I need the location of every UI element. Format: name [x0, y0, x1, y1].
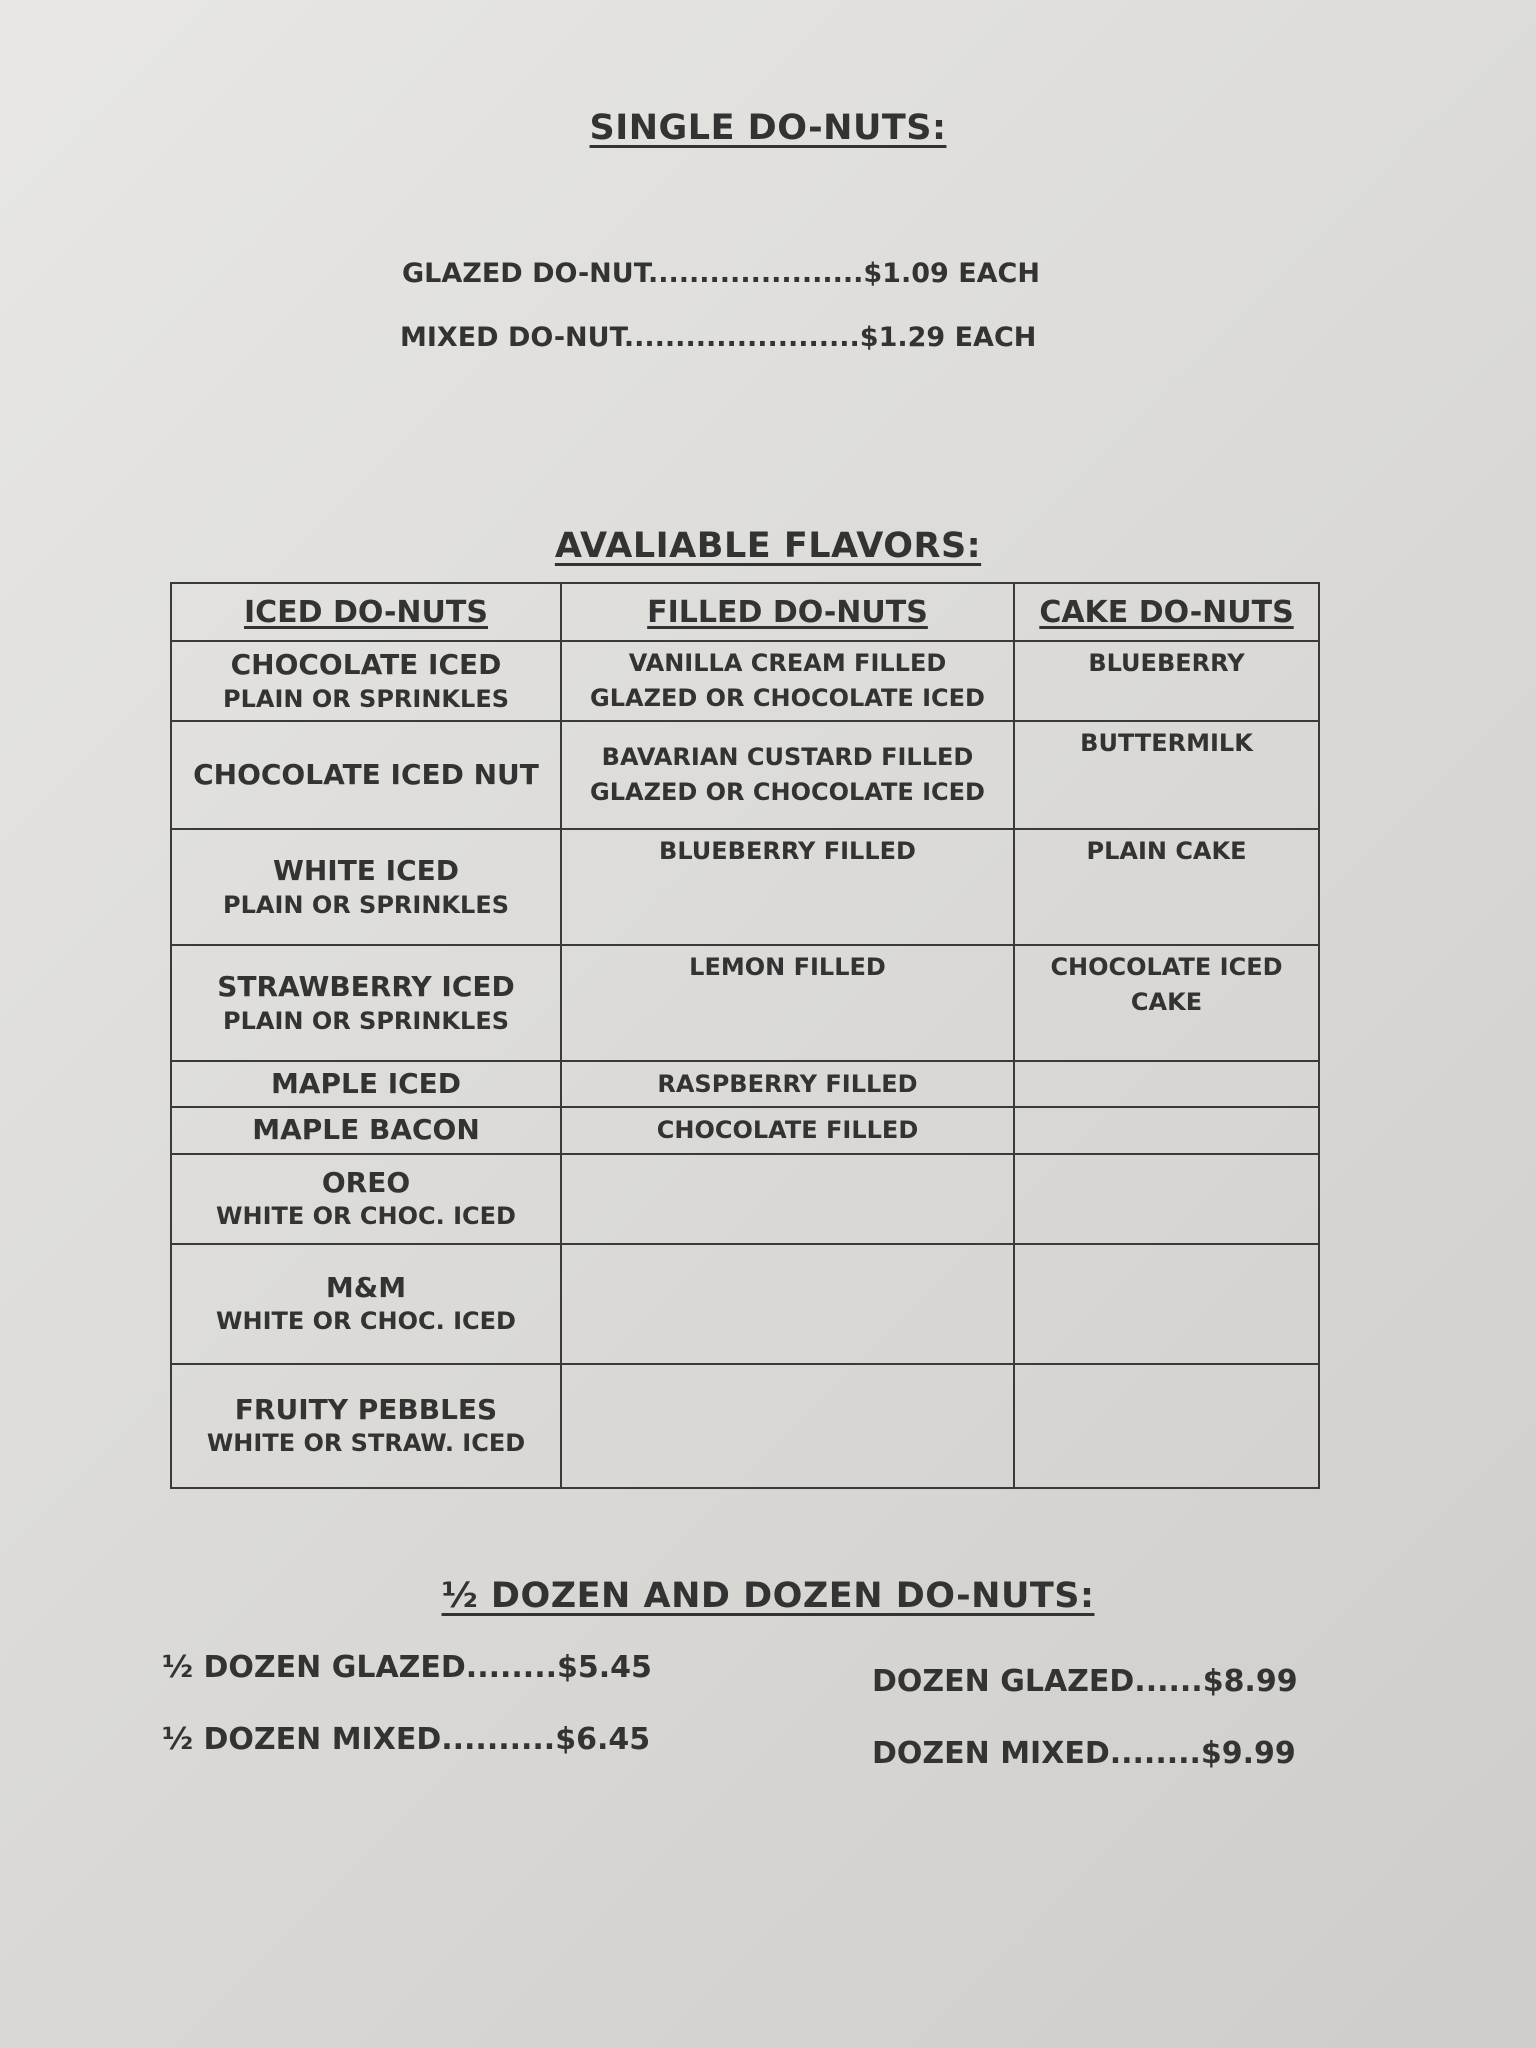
table-row: [171, 1154, 1319, 1244]
iced-flavor-cell: [171, 945, 561, 1061]
dozen-glazed-price: DOZEN GLAZED......$8.99: [872, 1664, 1298, 1699]
dozen-donuts-heading: ½ DOZEN AND DOZEN DO-NUTS:: [441, 1576, 1095, 1616]
filled-flavor-cell: [561, 721, 1014, 829]
filled-flavor-cell: [561, 1061, 1014, 1107]
iced-flavor-cell: [171, 1107, 561, 1153]
filled-column-header: FILLED DO-NUTS: [561, 583, 1014, 641]
cake-flavor-cell: [1014, 1364, 1319, 1488]
iced-flavor-name: OREO: [321, 1165, 411, 1199]
iced-flavor-name: FRUITY PEBBLES: [234, 1392, 498, 1426]
cake-flavor-line: BLUEBERRY: [1088, 649, 1245, 677]
half-dozen-glazed-price: ½ DOZEN GLAZED........$5.45: [162, 1650, 652, 1685]
filled-flavor-line: CHOCOLATE FILLED: [656, 1116, 919, 1145]
dozen-mixed-price: DOZEN MIXED........$9.99: [872, 1736, 1296, 1771]
filled-flavor-line: LEMON FILLED: [689, 953, 886, 981]
iced-flavor-name: WHITE ICED: [272, 854, 460, 888]
iced-flavor-name: CHOCOLATE ICED NUT: [193, 757, 539, 791]
filled-flavor-cell: [561, 829, 1014, 945]
table-row: [171, 1107, 1319, 1153]
iced-flavor-option: WHITE OR CHOC. ICED: [216, 1202, 516, 1231]
cake-flavor-line: PLAIN CAKE: [1086, 837, 1247, 865]
iced-flavor-cell: [171, 829, 561, 945]
table-row: [171, 1061, 1319, 1107]
iced-flavor-cell: [171, 1244, 561, 1364]
mixed-donut-price-line: MIXED DO-NUT.......................$1.29 EACH: [400, 322, 1037, 353]
iced-flavor-option: WHITE OR CHOC. ICED: [216, 1307, 516, 1336]
cake-flavor-cell: [1014, 1107, 1319, 1153]
filled-flavor-line: VANILLA CREAM FILLED: [628, 649, 947, 678]
iced-flavor-cell: [171, 1364, 561, 1488]
filled-flavor-line: BAVARIAN CUSTARD FILLED: [601, 743, 974, 772]
single-donuts-heading: SINGLE DO-NUTS:: [589, 108, 947, 148]
iced-flavor-cell: [171, 721, 561, 829]
cake-flavor-cell: [1014, 1154, 1319, 1244]
filled-flavor-cell: [561, 1244, 1014, 1364]
cake-column-header: CAKE DO-NUTS: [1014, 583, 1319, 641]
iced-flavor-option: WHITE OR STRAW. ICED: [206, 1429, 526, 1458]
cake-flavor-cell: [1014, 829, 1319, 945]
filled-flavor-line: GLAZED OR CHOCOLATE ICED: [590, 778, 985, 806]
table-row: [171, 721, 1319, 829]
table-row: [171, 641, 1319, 721]
table-row: [171, 1244, 1319, 1364]
iced-flavor-option: PLAIN OR SPRINKLES: [222, 1006, 509, 1035]
iced-flavor-name: CHOCOLATE ICED: [230, 648, 502, 682]
filled-flavor-line: GLAZED OR CHOCOLATE ICED: [590, 684, 985, 712]
iced-flavor-cell: [171, 1154, 561, 1244]
table-row: [171, 829, 1319, 945]
cake-flavor-cell: [1014, 1061, 1319, 1107]
cake-flavor-line: BUTTERMILK: [1080, 729, 1253, 757]
cake-flavor-line: CAKE: [1130, 987, 1203, 1016]
table-header-row: [171, 583, 1319, 641]
iced-flavor-cell: [171, 1061, 561, 1107]
filled-flavor-cell: [561, 945, 1014, 1061]
iced-flavor-option: PLAIN OR SPRINKLES: [222, 684, 509, 713]
cake-flavor-cell: [1014, 945, 1319, 1061]
cake-flavor-cell: [1014, 721, 1319, 829]
filled-flavor-line: RASPBERRY FILLED: [657, 1069, 918, 1098]
filled-flavor-line: BLUEBERRY FILLED: [659, 837, 916, 865]
filled-flavor-cell: [561, 1154, 1014, 1244]
cake-flavor-line: CHOCOLATE ICED: [1050, 953, 1283, 981]
table-row: [171, 1364, 1319, 1488]
filled-flavor-cell: [561, 641, 1014, 721]
iced-flavor-name: STRAWBERRY ICED: [217, 970, 515, 1004]
iced-flavor-option: PLAIN OR SPRINKLES: [222, 890, 509, 919]
filled-flavor-cell: [561, 1364, 1014, 1488]
half-dozen-mixed-price: ½ DOZEN MIXED..........$6.45: [162, 1722, 651, 1757]
iced-column-header: ICED DO-NUTS: [171, 583, 561, 641]
iced-flavor-name: MAPLE ICED: [270, 1067, 462, 1100]
cake-flavor-cell: [1014, 641, 1319, 721]
flavors-table: [170, 582, 1320, 1489]
iced-flavor-name: M&M: [325, 1270, 407, 1304]
cake-flavor-cell: [1014, 1244, 1319, 1364]
glazed-donut-price-line: GLAZED DO-NUT.....................$1.09 EACH: [402, 258, 1040, 289]
available-flavors-heading: AVALIABLE FLAVORS:: [554, 526, 982, 566]
iced-flavor-cell: [171, 641, 561, 721]
table-row: [171, 945, 1319, 1061]
iced-flavor-name: MAPLE BACON: [252, 1113, 480, 1147]
filled-flavor-cell: [561, 1107, 1014, 1153]
